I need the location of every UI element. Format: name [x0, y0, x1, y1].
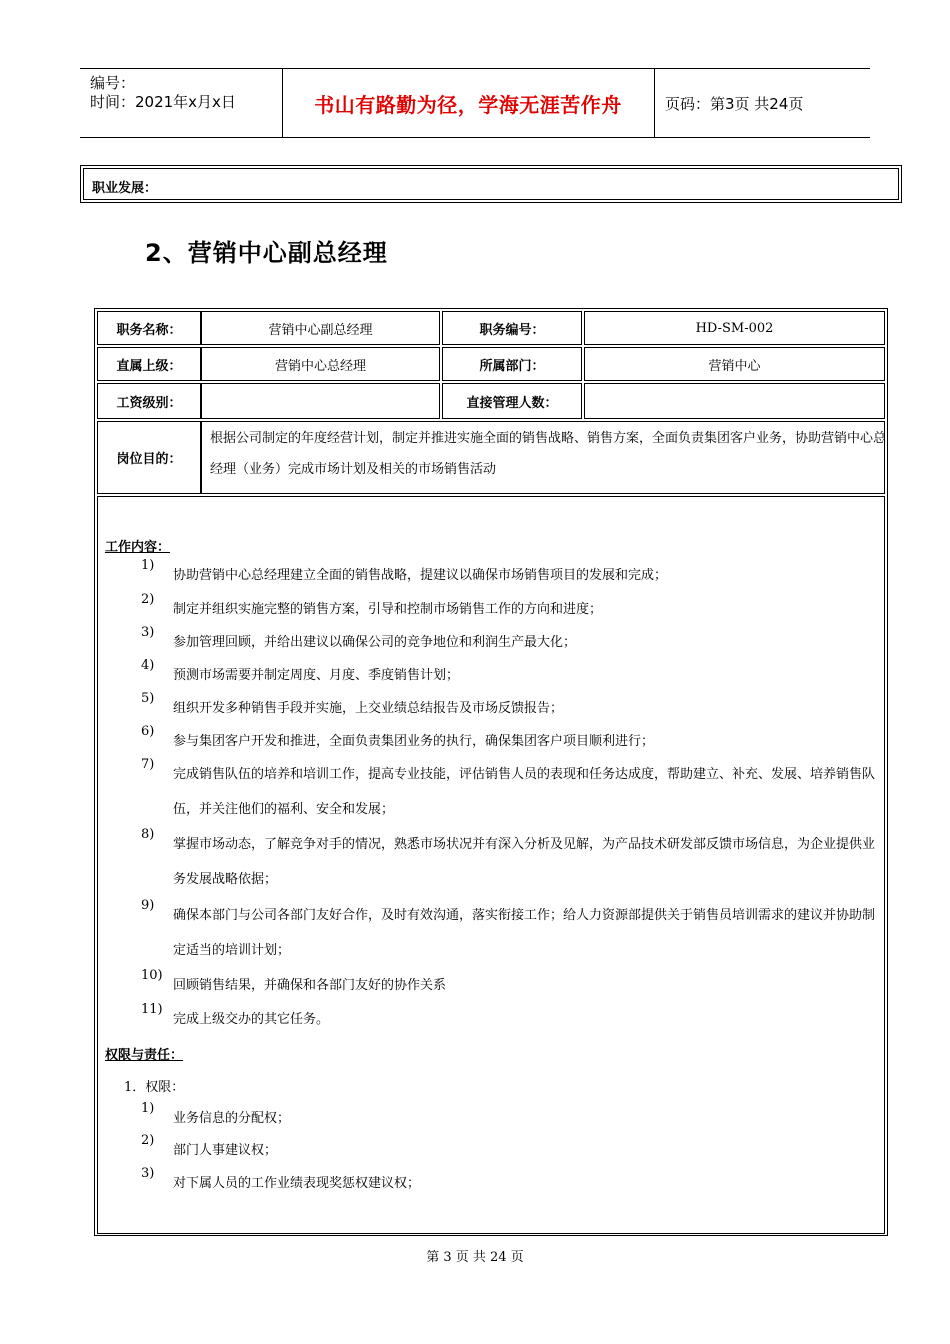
section-title: 2、营销中心副总经理	[145, 239, 388, 267]
item-text: 业务信息的分配权；	[173, 1111, 291, 1126]
item-number: 1)	[141, 1101, 155, 1116]
job-code-value: HD-SM-002	[584, 311, 885, 345]
header-page-info: 页码：第3页 共24页	[665, 94, 804, 113]
authority-subheading: 1．权限：	[124, 1080, 185, 1095]
managed-count-value	[584, 383, 885, 419]
item-text: 组织开发多种销售手段并实施，上交业绩总结报告及市场反馈报告；	[173, 701, 564, 716]
item-text: 协助营销中心总经理建立全面的销售战略，提建议以确保市场销售项目的发展和完成；	[173, 568, 668, 583]
doc-time-label: 时间：2021年x月x日	[90, 93, 236, 111]
item-text: 对下属人员的工作业绩表现奖惩权建议权；	[173, 1176, 421, 1191]
item-text: 回顾销售结果，并确保和各部门友好的协作关系	[173, 978, 447, 993]
purpose-value: 根据公司制定的年度经营计划，制定并推进实施全面的销售战略、销售方案，全面负责集团客户业务，协助营销中心总经理（业务）完成市场计划及相关的市场销售活动	[210, 431, 887, 477]
career-box	[80, 165, 902, 203]
header-page-cell	[655, 69, 870, 137]
purpose-label: 岗位目的：	[97, 421, 201, 494]
item-text: 预测市场需要并制定周度、月度、季度销售计划；	[173, 668, 460, 683]
superior-value: 营销中心总经理	[201, 347, 440, 381]
item-number: 11)	[141, 1002, 163, 1017]
item-number: 3)	[141, 625, 155, 640]
page-header	[80, 68, 870, 138]
header-motto-cell	[282, 69, 655, 137]
item-text: 完成上级交办的其它任务。	[173, 1012, 330, 1027]
item-number: 5)	[141, 691, 155, 706]
career-label: 职业发展：	[83, 168, 899, 200]
header-motto: 书山有路勤为径，学海无涯苦作舟	[314, 92, 622, 117]
dept-value: 营销中心	[584, 347, 885, 381]
item-number: 2)	[141, 1133, 155, 1148]
item-text: 部门人事建议权；	[173, 1143, 278, 1158]
job-name-value: 营销中心副总经理	[201, 311, 440, 345]
salary-value	[201, 383, 440, 419]
authority-heading: 权限与责任：	[105, 1048, 184, 1063]
item-text: 参与集团客户开发和推进，全面负责集团业务的执行，确保集团客户项目顺利进行；	[173, 734, 655, 749]
item-number: 6)	[141, 724, 155, 739]
header-meta	[80, 69, 283, 137]
job-code-label: 职务编号：	[442, 311, 582, 345]
salary-label: 工资级别：	[97, 383, 201, 419]
item-number: 8)	[141, 827, 155, 842]
doc-number-label: 编号：	[90, 74, 136, 92]
item-number: 10)	[141, 968, 163, 983]
item-number: 3)	[141, 1166, 155, 1181]
superior-label: 直属上级：	[97, 347, 201, 381]
item-number: 2)	[141, 592, 155, 607]
job-name-label: 职务名称：	[97, 311, 201, 345]
item-text: 确保本部门与公司各部门友好合作，及时有效沟通，落实衔接工作；给人力资源部提供关于销售员培训需求的建议并协助制定适当的培训计划；	[173, 908, 876, 958]
item-number: 4)	[141, 658, 155, 673]
item-text: 制定并组织实施完整的销售方案，引导和控制市场销售工作的方向和进度；	[173, 602, 603, 617]
item-number: 9)	[141, 898, 155, 913]
page-footer: 第 3 页 共 24 页	[426, 1250, 524, 1265]
item-text: 参加管理回顾，并给出建议以确保公司的竞争地位和利润生产最大化；	[173, 635, 577, 650]
item-number: 7)	[141, 757, 155, 772]
managed-count-label: 直接管理人数：	[442, 383, 582, 419]
item-text: 掌握市场动态，了解竞争对手的情况，熟悉市场状况并有深入分析及见解，为产品技术研发部反馈市场信息，为企业提供业务发展战略依据；	[173, 837, 876, 887]
work-heading: 工作内容：	[105, 540, 171, 555]
item-text: 完成销售队伍的培养和培训工作，提高专业技能，评估销售人员的表现和任务达成度，帮助建立、补充、发展、培养销售队伍，并关注他们的福利、安全和发展；	[173, 767, 876, 817]
dept-label: 所属部门：	[442, 347, 582, 381]
item-number: 1)	[141, 558, 155, 573]
